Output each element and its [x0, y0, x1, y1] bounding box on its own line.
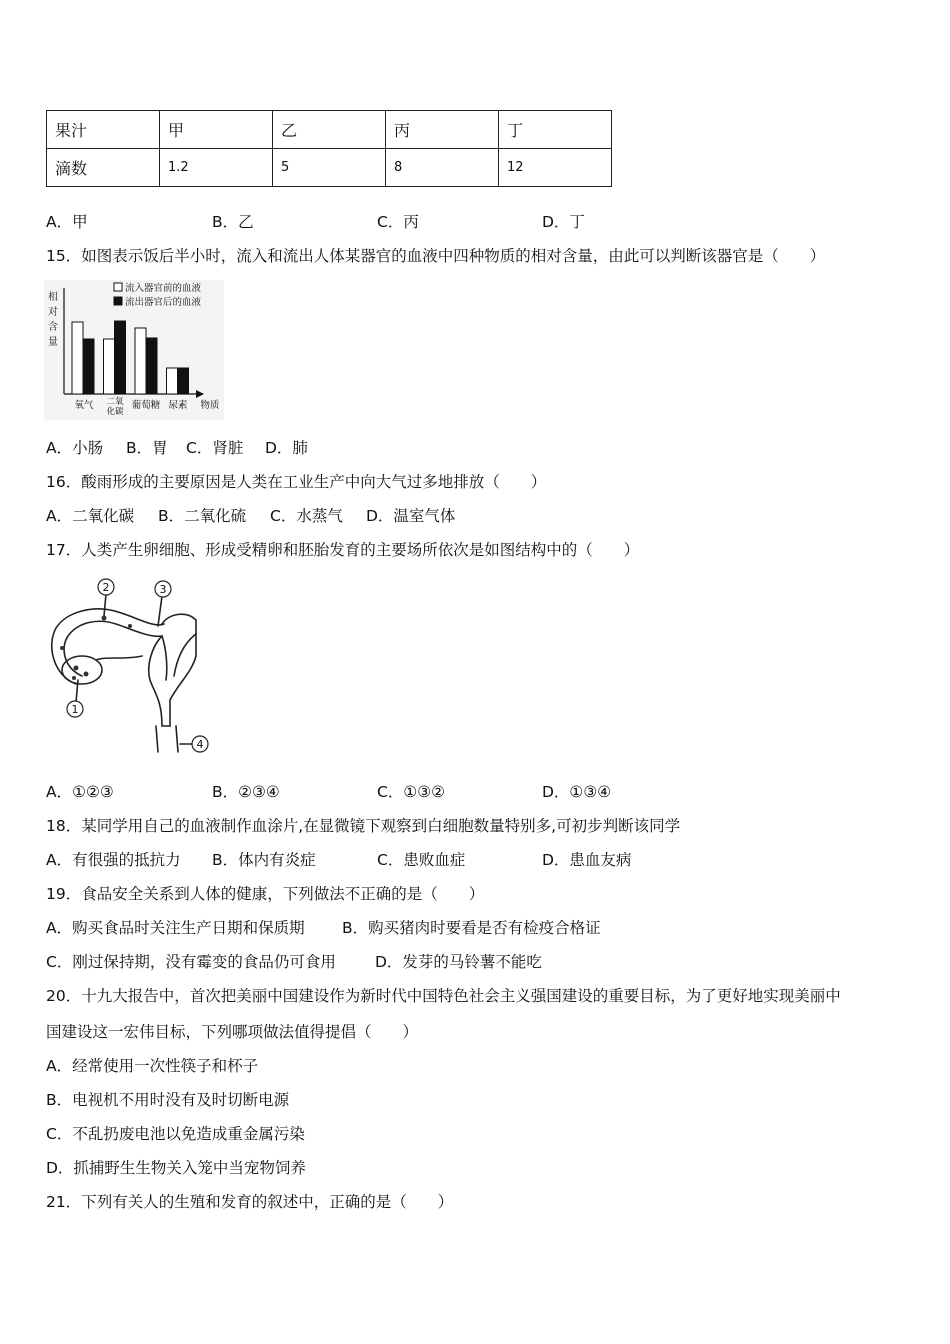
bar-inflow-2 — [135, 328, 146, 394]
bar-inflow-1 — [104, 339, 115, 394]
q15-option-b: B．胃 — [126, 439, 168, 457]
legend-label-inflow: 流入器官前的血液 — [125, 283, 202, 294]
category-label-oxygen: 氧气 — [74, 400, 94, 411]
ovum-dot — [60, 646, 64, 650]
q15-stem: 15．如图表示饭后半小时，流入和流出人体某器官的血液中四种物质的相对含量，由此可以判断该器官是（ ） — [46, 247, 826, 265]
table-row — [47, 111, 612, 149]
q14-option-b: B．乙 — [212, 213, 254, 231]
uterus-cavity — [162, 636, 167, 680]
q15-option-c: C．肾脏 — [186, 439, 244, 457]
q20-option-b: B．电视机不用时没有及时切断电源 — [46, 1091, 290, 1109]
y-axis-label-char: 对 — [48, 307, 58, 318]
marker-3-leader — [158, 596, 162, 626]
q15-option-d: D．肺 — [265, 439, 308, 457]
ovum-dot — [74, 666, 79, 671]
fallopian-tube-outer — [52, 609, 164, 684]
q18-option-c: C．患败血症 — [377, 851, 466, 869]
table-header-cell: 甲 — [160, 111, 273, 149]
vagina-right — [176, 726, 178, 752]
q18-option-b: B．体内有炎症 — [212, 851, 316, 869]
q17-option-c: C．①③② — [377, 783, 446, 801]
marker-3-label: 3 — [159, 583, 167, 596]
q20-stem-line2: 国建设这一宏伟目标，下列哪项做法值得提倡（ ） — [46, 1023, 419, 1041]
table-header-cell: 丁 — [499, 111, 612, 149]
marker-1-label: 1 — [71, 703, 79, 716]
table-header-cell: 乙 — [273, 111, 386, 149]
category-label-glucose: 葡萄糖 — [131, 400, 161, 411]
legend-label-outflow: 流出器官后的血液 — [125, 297, 202, 308]
bar-outflow-0 — [83, 339, 94, 394]
female-reproductive-system-diagram — [46, 576, 212, 760]
q16-option-b: B．二氧化硫 — [158, 507, 247, 525]
fallopian-tube-inner — [64, 621, 162, 676]
q19-option-c: C．刚过保持期，没有霉变的食品仍可食用 — [46, 953, 336, 971]
q19-option-d: D．发芽的马铃薯不能吃 — [375, 953, 542, 971]
q16-stem: 16．酸雨形成的主要原因是人类在工业生产中向大气过多地排放（ ） — [46, 473, 547, 491]
q16-option-c: C．水蒸气 — [270, 507, 343, 525]
q17-option-b: B．②③④ — [212, 783, 280, 801]
marker-4-label: 4 — [196, 738, 204, 751]
q18-option-a: A．有很强的抵抗力 — [46, 851, 181, 869]
category-label-urea: 尿素 — [168, 400, 188, 411]
ovum-dot — [72, 676, 76, 680]
q18-stem: 18．某同学用自己的血液制作血涂片,在显微镜下观察到白细胞数量特别多,可初步判断该同学 — [46, 817, 681, 835]
uterus-right-inner — [174, 634, 196, 676]
q20-option-c: C．不乱扔废电池以免造成重金属污染 — [46, 1125, 305, 1143]
q16-option-d: D．温室气体 — [366, 507, 456, 525]
table-row — [47, 149, 612, 187]
table-cell: 5 — [273, 149, 386, 187]
ovum-dot — [84, 672, 89, 677]
bar-inflow-3 — [167, 368, 178, 394]
bar-outflow-2 — [146, 338, 157, 394]
table-cell: 8 — [386, 149, 499, 187]
q17-stem: 17．人类产生卵细胞、形成受精卵和胚胎发育的主要场所依次是如图结构中的（ ） — [46, 541, 640, 559]
q19-option-b: B．购买猪肉时要看是否有检疫合格证 — [342, 919, 601, 937]
bar-inflow-0 — [72, 322, 83, 394]
ovum-dot — [128, 624, 132, 628]
q19-option-a: A．购买食品时关注生产日期和保质期 — [46, 919, 305, 937]
q18-option-d: D．患血友病 — [542, 851, 632, 869]
q19-stem: 19．食品安全关系到人体的健康，下列做法不正确的是（ ） — [46, 885, 485, 903]
table-cell: 12 — [499, 149, 612, 187]
q20-stem-line1: 20．十九大报告中，首次把美丽中国建设作为新时代中国特色社会主义强国建设的重要目标，为了更好地实现美丽中 — [46, 987, 841, 1005]
y-axis-label-char: 量 — [48, 337, 58, 348]
legend-swatch-inflow — [114, 283, 122, 291]
x-axis-label: 物质 — [200, 400, 220, 411]
bar-outflow-3 — [178, 368, 189, 394]
legend-swatch-outflow — [114, 297, 122, 305]
table-header-cell: 丙 — [386, 111, 499, 149]
y-axis-label-char: 相 — [48, 292, 58, 303]
q20-option-a: A．经常使用一次性筷子和杯子 — [46, 1057, 259, 1075]
q17-option-a: A．①②③ — [46, 783, 114, 801]
table-cell: 1.2 — [160, 149, 273, 187]
juice-drops-table — [46, 110, 612, 187]
table-header-cell: 果汁 — [47, 111, 160, 149]
q15-option-a: A．小肠 — [46, 439, 104, 457]
q16-option-a: A．二氧化碳 — [46, 507, 135, 525]
table-row-label: 滴数 — [47, 149, 160, 187]
y-axis-label-char: 含 — [48, 322, 58, 333]
bar-outflow-1 — [115, 321, 126, 394]
q20-option-d: D．抓捕野生生物关入笼中当宠物饲养 — [46, 1159, 306, 1177]
vagina-left — [156, 726, 158, 752]
q17-option-d: D．①③④ — [542, 783, 612, 801]
q14-option-d: D．丁 — [542, 213, 585, 231]
category-label-co2-line2: 化碳 — [106, 407, 124, 417]
ovarian-ligament — [96, 656, 142, 660]
marker-2-label: 2 — [102, 581, 110, 594]
q21-stem: 21．下列有关人的生殖和发育的叙述中，正确的是（ ） — [46, 1193, 454, 1211]
ovum-dot — [102, 616, 107, 621]
marker-2-leader — [104, 594, 106, 616]
q14-option-c: C．丙 — [377, 213, 419, 231]
uterus-left-wall — [149, 636, 162, 726]
category-label-co2-line1: 二氧 — [106, 397, 124, 407]
q14-option-a: A．甲 — [46, 213, 88, 231]
q15-bar-chart — [44, 280, 224, 420]
